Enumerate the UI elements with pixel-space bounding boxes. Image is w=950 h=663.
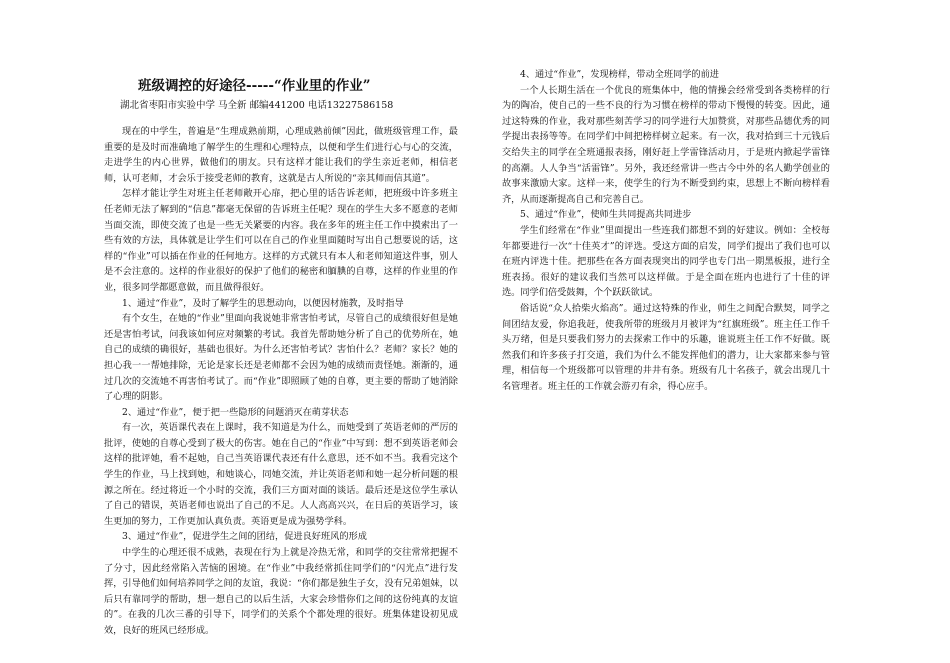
body-paragraph: 现在的中学生，普遍是“生理成熟前期，心理成熟前倾”因此，做班级管理工作，最重要的是及时而准确地了解学生的生理和心理特点，以便和学生们进行心与心的交流，走进学生的内心世界，做他们的朋友。只有这样才能让我们的学生亲近老师，相信老师，认可老师，才会乐于接受老师的教育，这就是古人所说的“亲其师而信其道”。	[104, 126, 458, 184]
section-heading: 3、通过“作业”，促进学生之间的团结，促进良好班风的形成	[122, 531, 367, 543]
document-title: 班级调控的好途径-----“作业里的作业”	[138, 78, 371, 94]
body-paragraph: 中学生的心理还很不成熟，表现在行为上就是冷热无常，和同学的交往常常把握不了分寸，因此经常陷入苦恼的困境。在“作业”中我经常抓住同学们的“闪光点”进行发挥，引导他们如何培养同学之间的友谊，我说：“你们都是独生子女，没有兄弟姐妹，以后只有靠同学的帮助，想一想自己的以后生活，大家会珍惜你们之间的这份纯真的友谊的”。在我的几次三番的引导下，同学们的关系个个都处理的很好。班集体建设初见成效，良好的班风已经形成。	[104, 547, 458, 636]
body-paragraph: 有一次，英语课代表在上课时，我不知道是为什么，而她受到了英语老师的严厉的批评，使她的自尊心受到了极大的伤害。她在自己的“作业”中写到：想不到英语老师会这样的批评她，看不起她，自己当英语课代表还有什么意思，还不如不当。我看完这个学生的作业，马上找到她，和她谈心，同她交流，并让英语老师和她一起分析问题的根源之所在。经过将近一个小时的交流，我们三方面对面的谈话。最后还是这位学生承认了自己的错误，英语老师也说出了自己的不足。人人高高兴兴，在日后的英语学习，该生更加的努力，工作更加认真负责。英语更是成为强势学科。	[104, 422, 458, 527]
body-paragraph: 怎样才能让学生对班主任老师敞开心扉，把心里的话告诉老师，把班级中许多班主任老师无法了解到的“信息”都毫无保留的告诉班主任呢？现在的学生大多不愿意的老师当面交流，即使交流了也是一些无关紧要的内容。我在多年的班主任工作中摸索出了一些有效的方法，具体就是让学生们可以在自己的作业里面随时写出自己想要说的话，这样的“作业”可以插在作业的任何地方。这样的方式就只有本人和老师知道这件事，别人是不会注意的。这样的作业很好的保护了他们的秘密和腼腆的自尊，这样的作业里的作业，很多同学都愿意做，而且做得很好。	[104, 188, 458, 293]
section-heading: 5、通过“作业”，使师生共同提高共同进步	[520, 209, 692, 221]
left-column	[104, 124, 458, 639]
body-paragraph: 有个女生，在她的“作业”里面向我说她非常害怕考试，尽管自己的成绩很好但是她还是害怕考试，问我该如何应对频繁的考试。我首先帮助她分析了自己的优势所在，她自己的成绩的确很好，基础也很好。为什么还害怕考试？害怕什么？老师？家长？她的担心我一一帮她排除，无论是家长还是老师都不会因为她的成绩而责怪她。渐渐的，通过几次的交流她不再害怕考试了。而“作业”即照顾了她的自尊，更主要的帮助了她消除了心理的阴影。	[104, 313, 458, 403]
section-heading: 1、通过“作业”，及时了解学生的思想动向，以便因材施教，及时指导	[122, 297, 404, 309]
right-column	[502, 67, 830, 394]
body-paragraph: 俗话说“众人拾柴火焰高”。通过这特殊的作业，师生之间配合默契，同学之间团结友爱，你追我赶，使我所带的班级月月被评为“红旗班级”。班主任工作千头万绪，但是只要我们努力的去探索工作中的乐趣，谁说班主任工作不好做。既然我们和许多孩子打交道，我们为什么不能发挥他们的潜力，让大家都来参与管理，相信每一个班级都可以管理的井井有条。班级有几十名孩子，就会出现几十名管理者。班主任的工作就会游刃有余，得心应手。	[502, 302, 830, 392]
section-heading: 2、通过“作业”，便于把一些隐形的问题消灭在萌芽状态	[122, 406, 349, 418]
body-paragraph: 学生们经常在“作业”里面提出一些连我们都想不到的好建议。例如：全校每年都要进行一次“十佳英才”的评选。受这方面的启发，同学们提出了我们也可以在班内评选十佳。把那些在各方面表现突出的同学也专门出一期黑板报，进行全班表扬。很好的建议我们当然可以这样做。于是全面在班内也进行了十佳的评选。同学们倍受鼓舞，个个跃跃欲试。	[502, 224, 830, 299]
author-line: 湖北省枣阳市实验中学 马全新 邮编441200 电话13227586158	[120, 100, 394, 111]
section-heading: 4、通过“作业”，发现榜样，带动全班同学的前进	[520, 69, 719, 80]
body-paragraph: 一个人长期生活在一个优良的班集体中，他的情操会经常受到各类榜样的行为的陶冶，使自己的一些不良的行为习惯在榜样的带动下慢慢的转变。因此，通过这特殊的作业，我对那些刻苦学习的同学进行大加赞赏，对那些品德优秀的同学提出表扬等等。在同学们中间把榜样树立起来。有一次，我对拾到三十元钱后交给失主的同学在全班通报表扬，刚好赶上学雷锋活动月，于是班内掀起学雷锋的高潮。人人争当“活雷锋”。另外，我还经常讲一些古今中外的名人勤学创业的故事来激励大家。这样一来，使学生的行为不断受到约束，思想上不断向榜样看齐，从而逐渐提高自己和完善自己。	[502, 84, 830, 205]
